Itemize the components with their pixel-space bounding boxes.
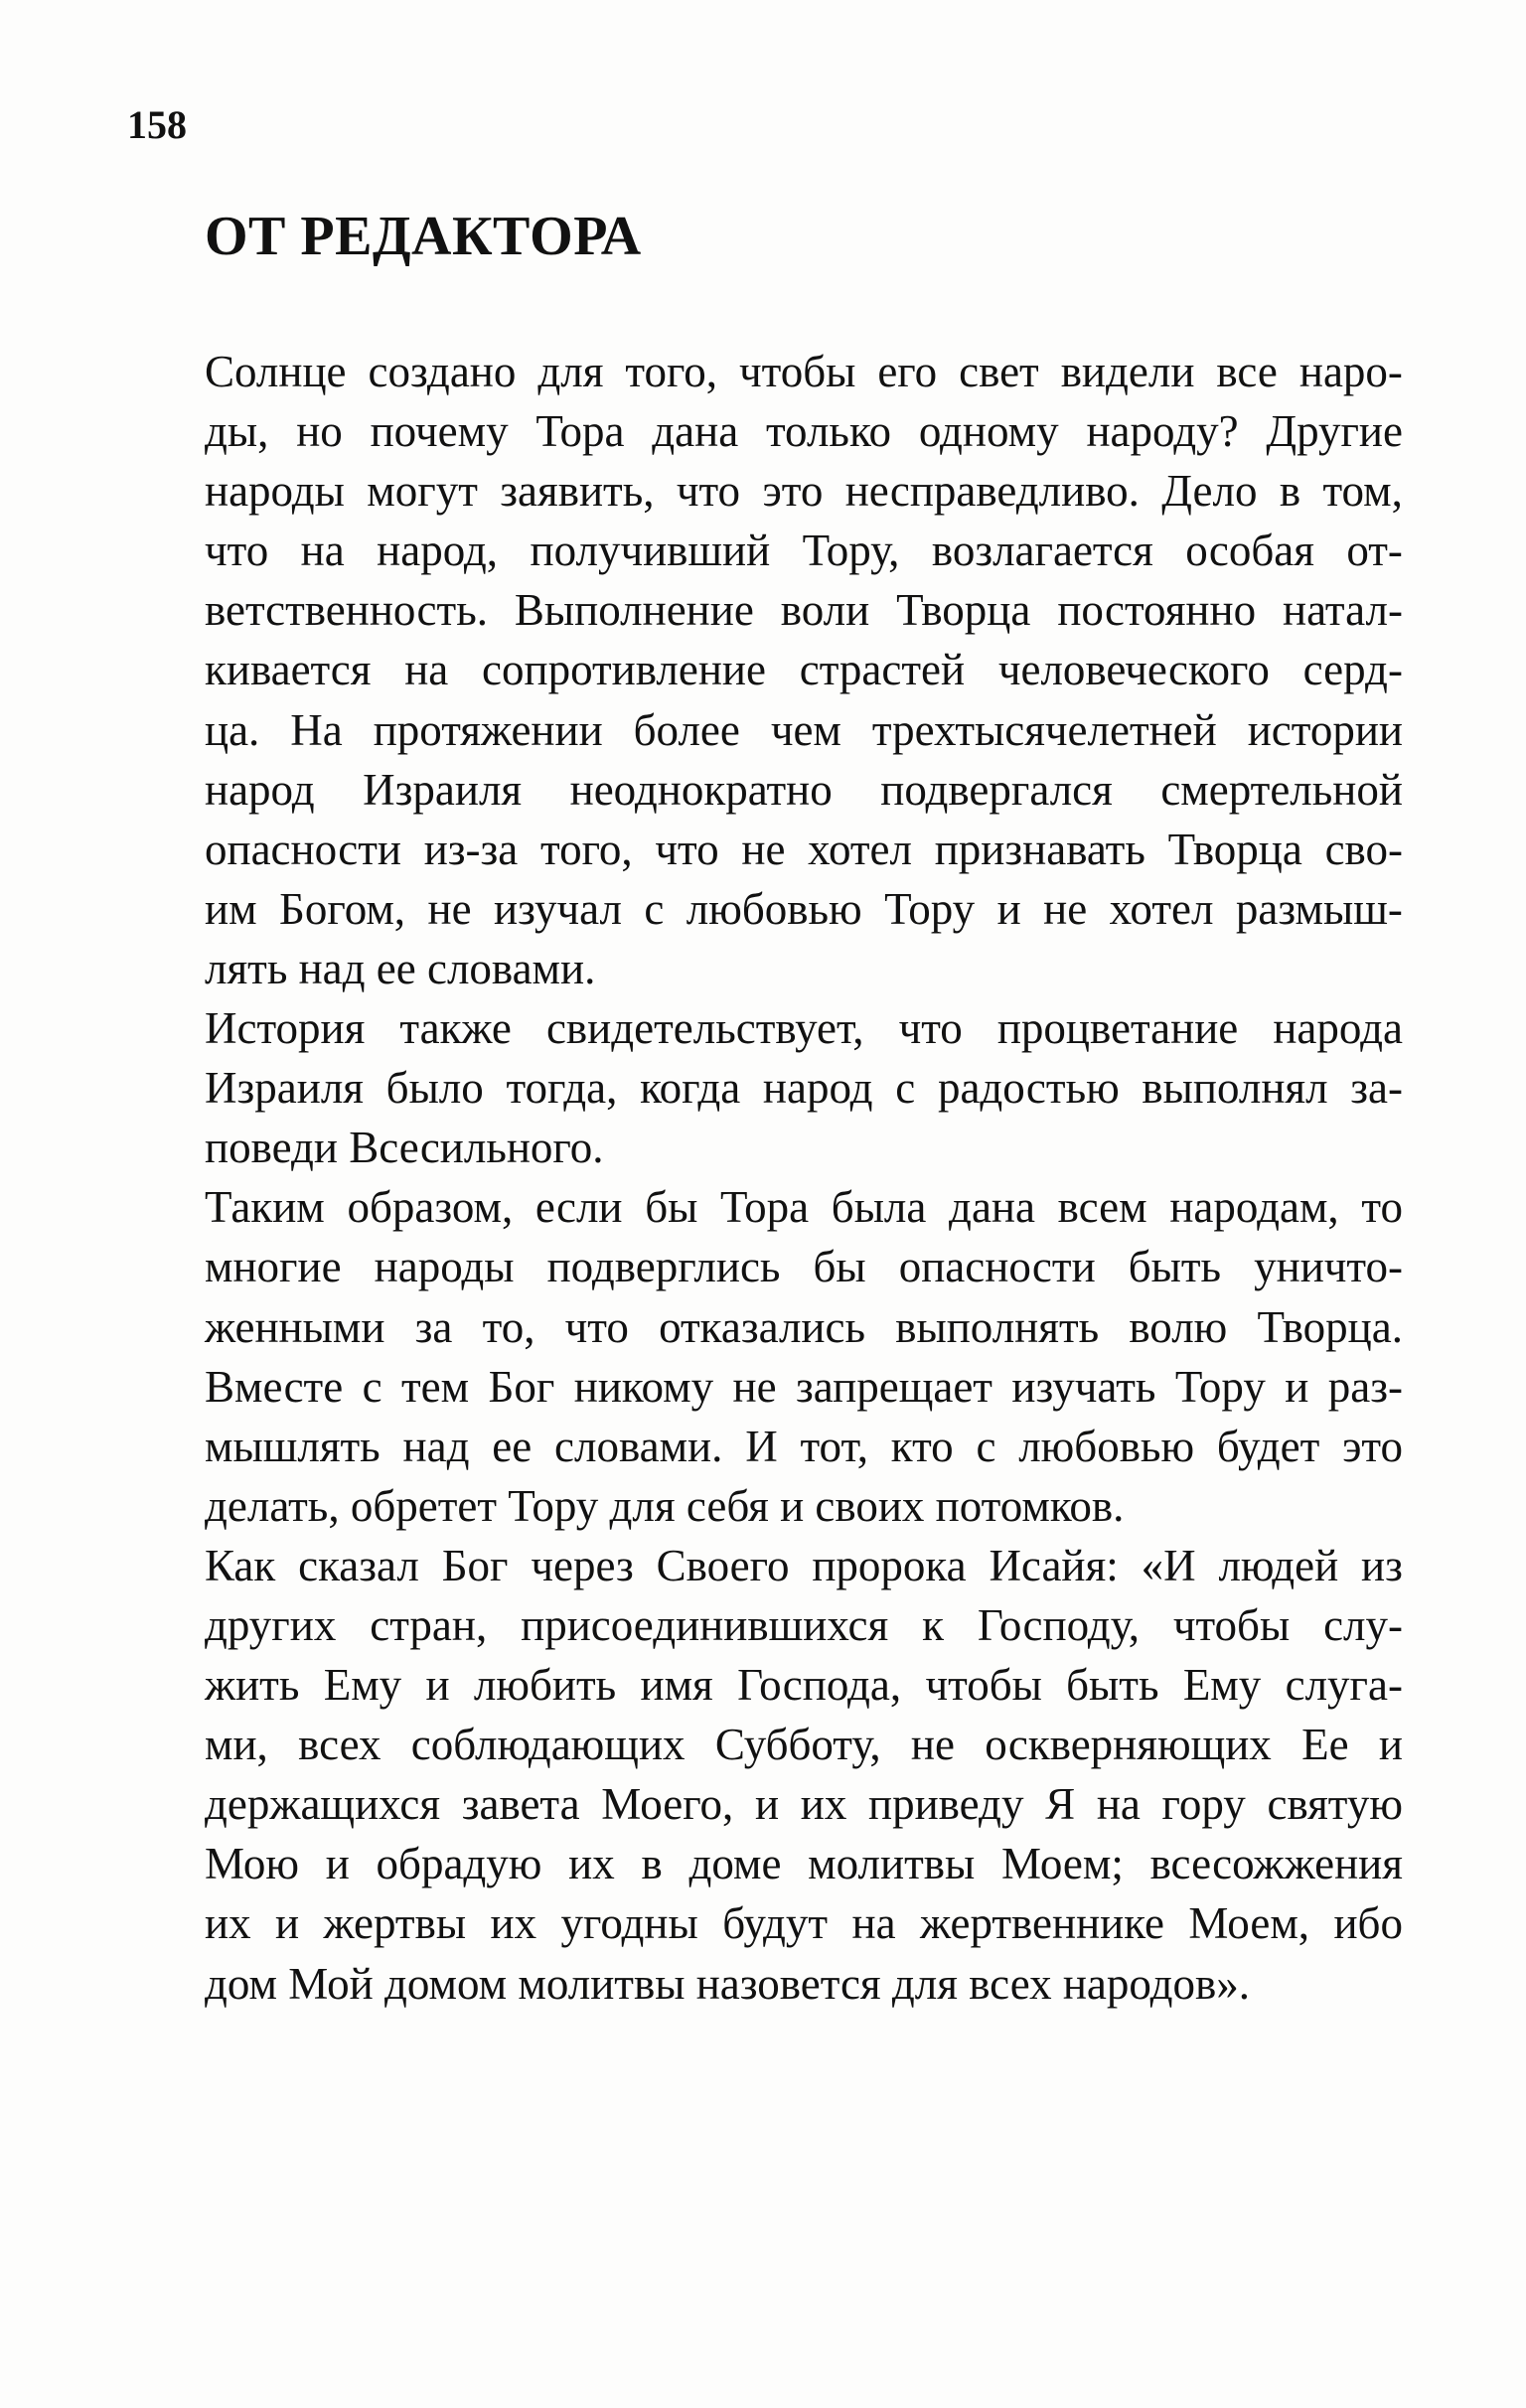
text-line: дом Мой домом молитвы назовется для всех народов». [205,1958,1250,2009]
text-line: держащихся завета Моего, и их приведу Я на гору святую [205,1779,1403,1830]
text-line: многие народы подверглись бы опасности быть уничто- [205,1242,1403,1292]
text-line: кивается на сопротивление страстей человеческого серд- [205,645,1403,695]
section-heading: ОТ РЕДАКТОРА [205,206,642,267]
text-line: опасности из-за того, что не хотел признавать Творца сво- [205,824,1403,874]
text-line: мышлять над ее словами. И тот, кто с любовью будет это [205,1421,1403,1471]
text-line: что на народ, получивший Тору, возлагается особая от- [205,526,1403,576]
page-number: 158 [127,102,187,147]
text-line: ми, всех соблюдающих Субботу, не оскверняющих Ее и [205,1720,1403,1770]
text-line: История также свидетельствует, что процветание народа [205,1003,1403,1054]
text-line: ды, но почему Тора дана только одному народу? Другие [205,406,1403,457]
text-line: Израиля было тогда, когда народ с радостью выполнял за- [205,1063,1403,1114]
text-line: Солнце создано для того, чтобы его свет видели все наро- [205,347,1403,396]
text-line: им Богом, не изучал с любовью Тору и не хотел размыш- [205,883,1403,934]
text-line: ца. На протяжении более чем трехтысячелетней истории [205,704,1403,755]
text-line: Таким образом, если бы Тора была дана всем народам, то [205,1182,1403,1233]
text-line: народ Израиля неоднократно подвергался смертельной [205,764,1403,815]
text-line: лять над ее словами. [205,943,596,993]
text-line: женными за то, что отказались выполнять волю Творца. [205,1301,1403,1352]
text-line: других стран, присоединившихся к Господу, чтобы слу- [205,1599,1403,1650]
text-line: ветственность. Выполнение воли Творца постоянно натал- [205,585,1403,636]
text-line: делать, обретет Тору для себя и своих потомков. [205,1480,1125,1531]
text-line: жить Ему и любить имя Господа, чтобы быть Ему слуга- [205,1660,1403,1711]
text-line: поведи Всесильного. [205,1123,604,1173]
text-line: Вместе с тем Бог никому не запрещает изучать Тору и раз- [205,1361,1403,1412]
body-text [205,342,1403,2014]
text-line: народы могут заявить, что это несправедливо. Дело в том, [205,466,1403,517]
text-line: Как сказал Бог через Своего пророка Исайя: «И людей из [205,1540,1403,1590]
text-line: их и жертвы их угодны будут на жертвеннике Моем, ибо [205,1898,1403,1949]
text-line: Мою и обрадую их в доме молитвы Моем; всесожжения [205,1839,1403,1889]
